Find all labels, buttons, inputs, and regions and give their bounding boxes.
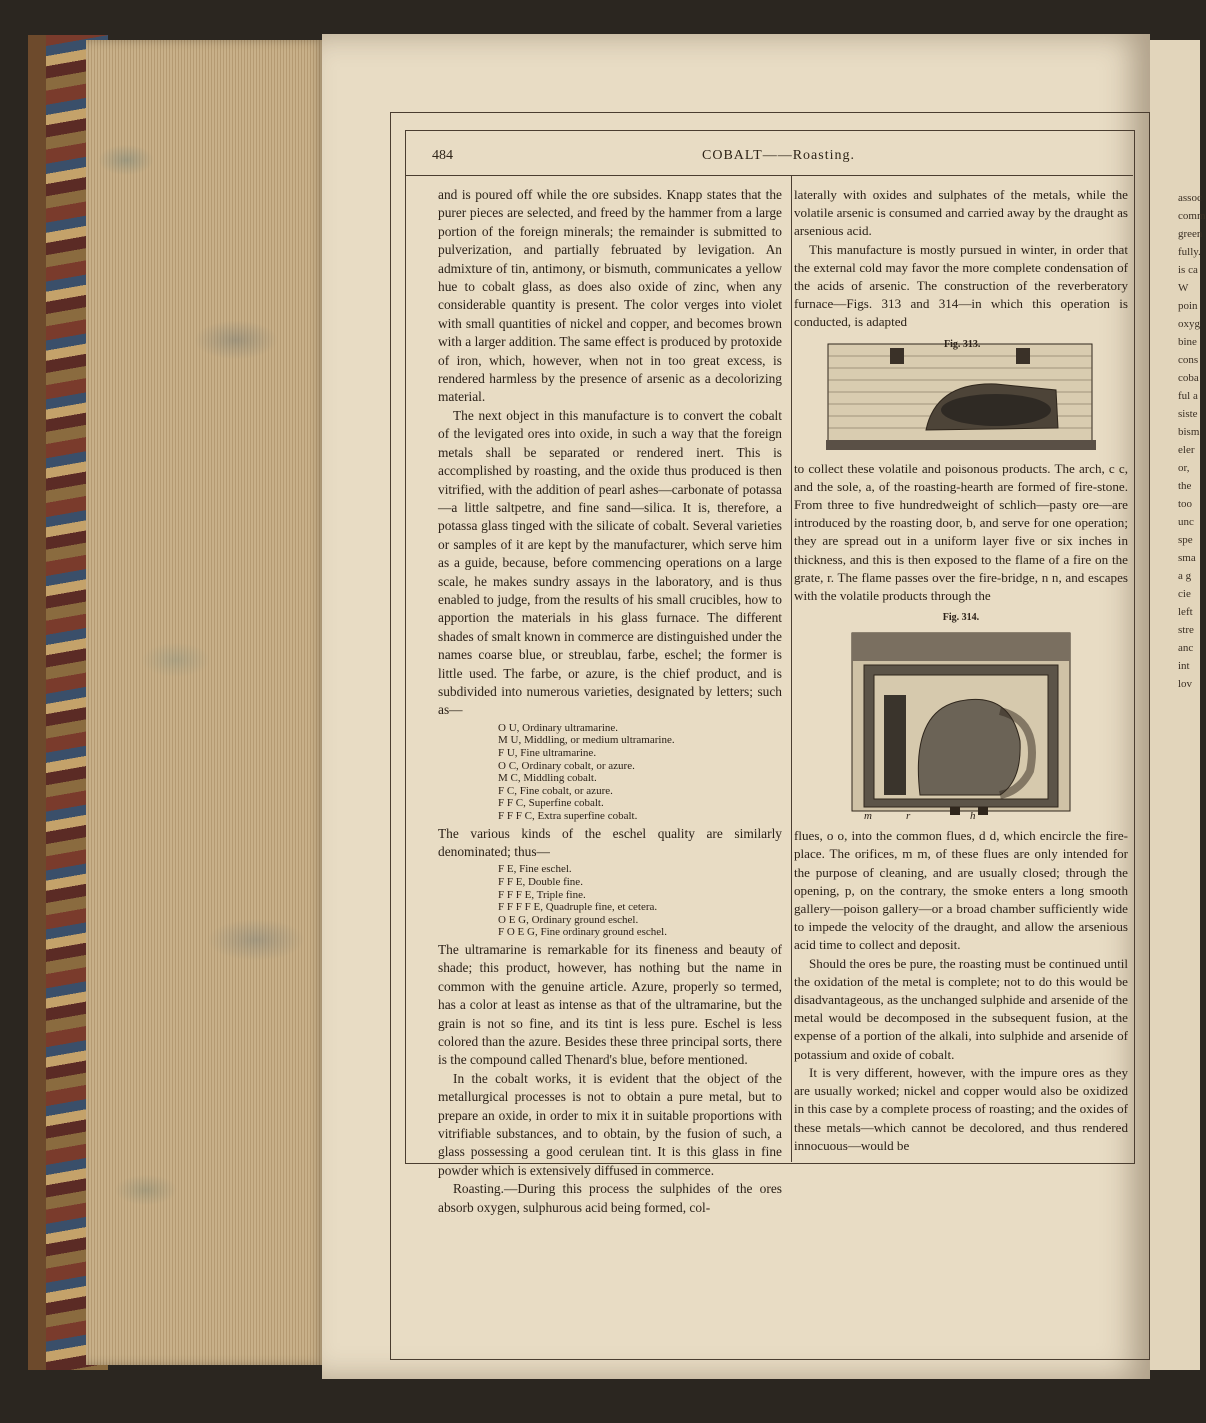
- fragment-text: siste: [1178, 408, 1198, 420]
- fragment-text: ful a: [1178, 390, 1198, 402]
- fragment-text: fully.: [1178, 246, 1201, 258]
- fragment-text: the: [1178, 480, 1192, 492]
- fragment-text: is ca: [1178, 264, 1198, 276]
- paragraph: and is poured off while the ore subsides. Knapp states that the purer pieces are selected, and freed by the hammer from a large portion of the foreign minerals; the remainder is submitted to pulverization, and partially februated by levigation. An admixture of tin, antimony, or bismuth, communicates a yellow hue to cobalt glass, as does also oxide of zinc, when any considerable quantity is present. The color verges into violet with small quantities of nickel and copper, and becomes brown with a larger addition. The same effect is produced by protoxide of iron, which, however, when not in too great excess, is rendered harmless by the presence of arsenic as a decolorizing material.: [438, 187, 782, 405]
- paragraph: Roasting.—During this process the sulphides of the ores absorb oxygen, sulphurous acid being formed, col-: [438, 1181, 782, 1215]
- furnace-plan-illustration: [850, 631, 1072, 821]
- fragment-text: poin: [1178, 300, 1198, 312]
- fragment-text: int: [1178, 660, 1190, 672]
- list-item: M C, Middling cobalt.: [498, 772, 597, 785]
- fragment-text: eler: [1178, 444, 1195, 456]
- running-head-title: COBALT——Roasting.: [702, 148, 855, 163]
- paragraph: The various kinds of the eschel quality are similarly denominated; thus—: [438, 825, 782, 859]
- list-item: F F F E, Triple fine.: [498, 888, 586, 901]
- fragment-text: oxyg: [1178, 318, 1200, 330]
- right-column: [794, 186, 1128, 1155]
- paragraph: This manufacture is mostly pursued in winter, in order that the external cold may favor the more complete condensation of the acids of arsenic. The construction of the reverberatory furnace—Figs. 313 and 314—in which this operation is conducted, is adapted: [794, 241, 1128, 330]
- fragment-text: bism: [1178, 426, 1200, 438]
- fragment-text: unc: [1178, 516, 1194, 528]
- paragraph: laterally with oxides and sulphates of the metals, while the volatile arsenic is consumed and carried away by the draught as arsenious acid.: [794, 187, 1128, 239]
- grade-list-farbe: [498, 722, 782, 823]
- paragraph: In the cobalt works, it is evident that the object of the metallurgical processes is not to obtain a pure metal, but to prepare an oxide, in order to mix it in suitable proportions with vitrifiable substances, and to obtain, by the fusion of such, a glass possessing a good cerulean tint. It is this glass in fine powder which is extensively diffused in commerce.: [438, 1070, 782, 1178]
- figure-label-r: r: [906, 810, 911, 823]
- list-item: F F F F E, Quadruple fine, et cetera.: [498, 901, 658, 914]
- fragment-text: green: [1178, 228, 1203, 240]
- list-item: F O E G, Fine ordinary ground eschel.: [498, 926, 667, 939]
- fragment-text: cie: [1178, 588, 1191, 600]
- left-column: [438, 186, 782, 1217]
- list-item: M U, Middling, or medium ultramarine.: [498, 734, 675, 747]
- list-item: F F E, Double fine.: [498, 875, 583, 888]
- list-item: F C, Fine cobalt, or azure.: [498, 784, 613, 797]
- fragment-text: too: [1178, 498, 1193, 510]
- list-item: F F F C, Extra superfine cobalt.: [498, 809, 638, 822]
- figure-label-h: h: [970, 810, 976, 823]
- paragraph: The ultramarine is remarkable for its fineness and beauty of shade; this product, however, has nothing but the name in common with the genuine article. Azure, properly so termed, has a color at least as intense as that of the ultramarine, but the grain is not so fine, and its tint is less pure. Eschel is less colored than the azure. Besides these three principal sorts, there is the compound called Thenard's blue, before mentioned.: [438, 941, 782, 1068]
- page-number: 484: [432, 148, 453, 163]
- list-item: O E G, Ordinary ground eschel.: [498, 913, 639, 926]
- fragment-text: assoc: [1178, 192, 1202, 204]
- column-rule: [791, 176, 792, 1162]
- cover-edge: [28, 35, 46, 1370]
- paragraph: Should the ores be pure, the roasting must be continued until the oxidation of the metal is complete; not to do this would be disadvantageous, as the unchanged sulphide and arsenide of the metal would be decomposed in the subsequent fusion, at the expense of a portion of the alkali, into sulphide and arsenide of potassium and oxide of cobalt.: [794, 955, 1128, 1062]
- fragment-text: a g: [1178, 570, 1192, 582]
- fragment-text: cons: [1178, 354, 1199, 366]
- fragment-text: stre: [1178, 624, 1194, 636]
- fragment-text: sma: [1178, 552, 1196, 564]
- fragment-text: comm: [1178, 210, 1206, 222]
- right-page-fragment: [1150, 40, 1206, 1370]
- running-header: [432, 148, 1132, 170]
- fragment-text: bine: [1178, 336, 1197, 348]
- header-rule: [405, 175, 1133, 176]
- list-item: O U, Ordinary ultramarine.: [498, 721, 619, 734]
- list-item: O C, Ordinary cobalt, or azure.: [498, 759, 635, 772]
- figure-caption: Fig. 313.: [944, 338, 981, 350]
- list-item: F U, Fine ultramarine.: [498, 746, 597, 759]
- furnace-elevation-illustration: [826, 338, 1096, 454]
- figure-314: [850, 631, 1072, 821]
- list-item: F E, Fine eschel.: [498, 863, 572, 876]
- paragraph: to collect these volatile and poisonous products. The arch, c c, and the sole, a, of the roasting-hearth are formed of fire-stone. From three to five hundredweight of schlich—pasty ore—are introduced by the roasting door, b, and serve for one operation; they are spread out in a uniform layer five or six inches in thickness, and this is then exposed to the flame of a fire on the grate, r. The flame passes over the fire-bridge, n n, and escapes with the volatile products through the: [794, 460, 1128, 604]
- figure-caption: Fig. 314.: [942, 612, 980, 624]
- fragment-text: anc: [1178, 642, 1194, 654]
- grade-list-eschel: [498, 863, 782, 939]
- fragment-text: lov: [1178, 678, 1193, 690]
- figure-label-m: m: [864, 810, 872, 823]
- figure-313: [826, 338, 1096, 454]
- fragment-text: or,: [1178, 462, 1190, 474]
- fragment-text: coba: [1178, 372, 1199, 384]
- fragment-text: spe: [1178, 534, 1193, 546]
- paragraph: flues, o o, into the common flues, d d, which encircle the fire-place. The orifices, m m, of these flues are only intended for the purpose of cleaning, and are usually closed; through the opening, p, on the contrary, the smoke enters a long smooth gallery—poison gallery—or a broad chamber sufficiently wide to impede the velocity of the draught, and allow the arsenious acid time to collect and deposit.: [794, 828, 1128, 953]
- paragraph: It is very different, however, with the impure ores as they are usually worked; nickel and copper would also be oxidized in this case by a complete process of roasting; and the oxides of these metals—which cannot be decolored, and thus rendered innocuous—would be: [794, 1064, 1128, 1153]
- paragraph: The next object in this manufacture is to convert the cobalt of the levigated ores into oxide, in such a way that the foreign metals shall be separated or rendered inert. This is accomplished by roasting, and the oxide thus produced is then vitrified, with the addition of pearl ashes—carbonate of potassa—a little saltpetre, and fine sand—silica. It is, therefore, a potassa glass tinged with the silicate of cobalt. Several varieties or samples of it are kept by the manufacturer, which serve him as a guide, because, before commencing operations on a large scale, he makes sundry assays in the laboratory, and is thus enabled to judge, from the results of his small crucibles, how to apportion the materials in his glass furnace. The different shades of smalt known in commerce are distinguished under the names coarse blue, or streublau, farbe, eschel; the former is little used. The farbe, or azure, is the chief product, and is subdivided into numerous varieties, designated by letters; such as—: [438, 407, 782, 718]
- fragment-text: W: [1178, 282, 1189, 294]
- list-item: F F C, Superfine cobalt.: [498, 797, 604, 810]
- page-fore-edge: [86, 40, 326, 1365]
- fragment-text: left: [1178, 606, 1193, 618]
